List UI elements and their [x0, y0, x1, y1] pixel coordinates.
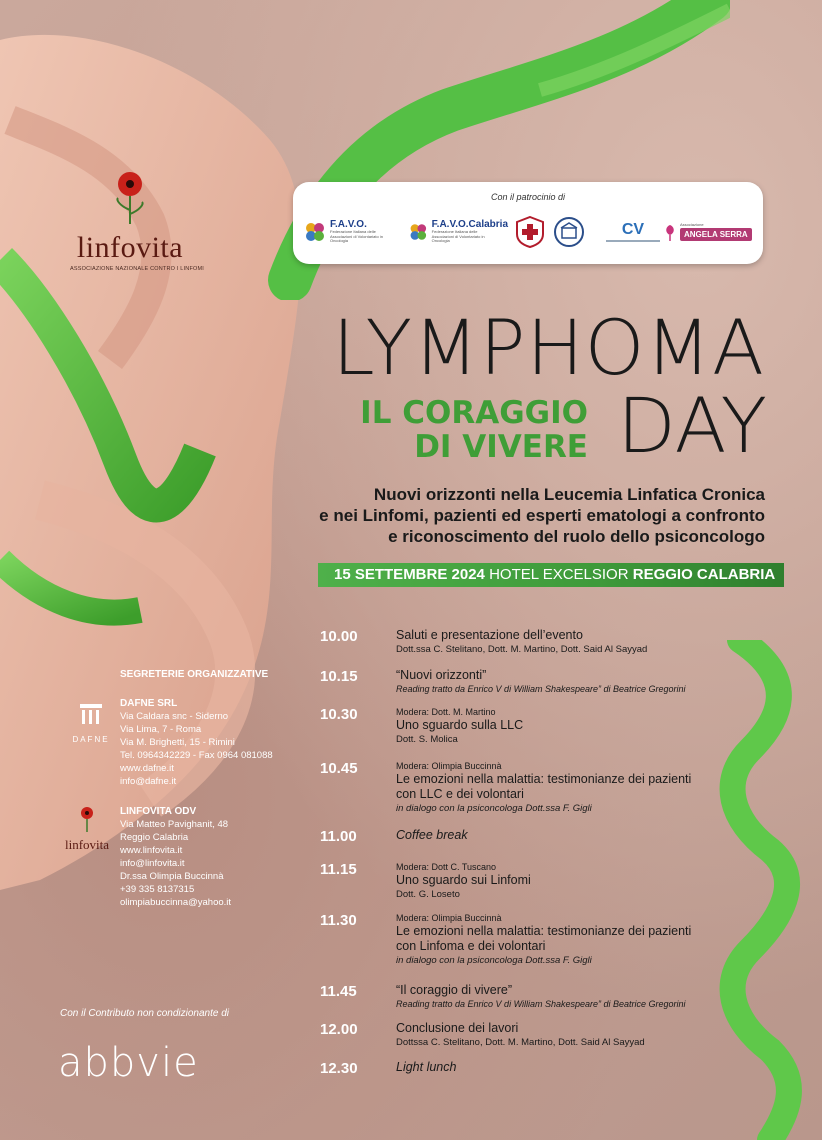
- tagline-line1: IL CORAGGIO: [360, 395, 588, 431]
- schedule-time: 10.30: [320, 706, 358, 723]
- schedule-title: Le emozioni nella malattia: testimonianze dei pazienti: [396, 924, 692, 938]
- dafne-logo: [68, 700, 114, 744]
- patronage-logos: [303, 212, 753, 252]
- schedule-time: 10.15: [320, 668, 358, 685]
- schedule-speakers: Dott. G. Loseto: [396, 889, 460, 900]
- linfovita-email-2[interactable]: olimpiabuccinna@yahoo.it: [120, 897, 232, 908]
- title-tagline: [330, 396, 588, 464]
- linfovita-small-logo: [57, 806, 117, 853]
- logo-name: linfovita: [76, 231, 184, 264]
- linfovita-line: Via Matteo Pavighanit, 48: [120, 819, 229, 830]
- linfovita-website[interactable]: www.linfovita.it: [120, 845, 183, 856]
- schedule-time: 10.45: [320, 760, 358, 777]
- schedule-reading: Reading tratto da Enrico V di William Shakespeare” di Beatrice Gregorini: [396, 999, 686, 1009]
- schedule-time: 10.00: [320, 628, 358, 645]
- schedule-speakers: Dottssa C. Stelitano, Dott. M. Martino, Dott. Said Al Sayyad: [396, 1037, 645, 1048]
- secretariat-title: SEGRETERIE ORGANIZZATIVE: [120, 669, 269, 680]
- sponsor-logo: abbvie: [58, 1040, 199, 1086]
- schedule-title: Uno sguardo sulla LLC: [396, 718, 524, 732]
- logo-tagline: ASSOCIAZIONE NAZIONALE CONTRO I LINFOMI: [70, 266, 205, 272]
- patronage-title: Con il patrocinio di: [490, 192, 566, 202]
- dafne-building-icon: [76, 700, 106, 728]
- favo-calabria-name: F.A.V.O.Calabria: [431, 219, 508, 231]
- linfovita-head: LINFOVITA ODV: [120, 806, 197, 817]
- patronage-box: [293, 182, 763, 264]
- poppy-flower-icon: [110, 170, 150, 226]
- linfovita-phone: +39 335 8137315: [120, 884, 195, 895]
- schedule-speakers: in dialogo con la psiconcologa Dott.ssa F. Gigli: [396, 803, 592, 814]
- angela-serra-name: ANGELA SERRA: [680, 228, 752, 241]
- subtitle-line3: e riconoscimento del ruolo dello psiconcologo: [388, 527, 765, 546]
- schedule-title: Le emozioni nella malattia: testimonianze dei pazienti: [396, 772, 692, 786]
- title-day: DAY: [617, 381, 767, 470]
- schedule-moderator: Modera: Olimpia Buccinnà: [396, 913, 502, 923]
- schedule-moderator: Modera: Dott. M. Martino: [396, 707, 496, 717]
- linfovita-logo: [70, 170, 205, 272]
- sponsor-caption: Con il Contributo non condizionante di: [60, 1008, 229, 1019]
- tagline-line2: DI VIVERE: [414, 429, 588, 465]
- schedule-speakers: Dott. S. Molica: [396, 734, 458, 745]
- event-date: 15 SETTEMBRE 2024: [334, 566, 485, 583]
- schedule-title: Conclusione dei lavori: [396, 1021, 519, 1035]
- linfovita-line: Reggio Calabria: [120, 832, 189, 843]
- angela-serra-flower-icon: [663, 223, 677, 241]
- dafne-line: Tel. 0964342229 - Fax 0964 081088: [120, 750, 273, 761]
- subtitle: [300, 484, 765, 547]
- red-cross-emblem-icon: [515, 216, 545, 248]
- schedule-reading: Reading tratto da Enrico V di William Shakespeare” di Beatrice Gregorini: [396, 684, 686, 694]
- dafne-head: DAFNE SRL: [120, 698, 178, 709]
- angela-serra-caption: Associazione: [680, 222, 704, 228]
- favo-name: F.A.V.O.: [330, 219, 367, 231]
- schedule-speakers: Dott.ssa C. Stelitano, Dott. M. Martino, Dott. Said Al Sayyad: [396, 644, 648, 655]
- schedule-time: 11.00: [320, 828, 357, 845]
- schedule-title: Light lunch: [396, 1060, 457, 1074]
- dafne-website[interactable]: www.dafne.it: [120, 763, 174, 774]
- favo-calabria-logo: [408, 212, 508, 252]
- schedule-time: 11.30: [320, 912, 357, 929]
- schedule-title: “Nuovi orizzonti”: [396, 668, 487, 682]
- dafne-info: [120, 697, 273, 788]
- institution-seal-icon: [553, 216, 585, 248]
- schedule-title: Saluti e presentazione dell’evento: [396, 628, 583, 642]
- angela-serra-logo: [663, 212, 758, 252]
- favo-flower-icon: [303, 220, 327, 244]
- schedule-moderator: Modera: Olimpia Buccinnà: [396, 761, 502, 771]
- dafne-label: DAFNE: [72, 735, 110, 744]
- event-venue: HOTEL EXCELSIOR: [489, 566, 629, 583]
- schedule-time: 12.00: [320, 1021, 358, 1038]
- favo-calabria-flower-icon: [408, 220, 429, 244]
- schedule-title: “Il coraggio di vivere”: [396, 983, 513, 997]
- cv-name: CV: [621, 221, 645, 238]
- linfovita-small-name: linfovita: [64, 837, 110, 852]
- poppy-flower-icon: [77, 806, 97, 832]
- schedule-speakers: in dialogo con la psiconcologa Dott.ssa F. Gigli: [396, 955, 592, 966]
- linfovita-info: [120, 805, 231, 909]
- date-bar: [318, 563, 784, 587]
- title-lymphoma: LYMPHOMA: [332, 303, 765, 392]
- dafne-line: Via Caldara snc - Siderno: [120, 711, 229, 722]
- dafne-line: Via Lima, 7 - Roma: [120, 724, 202, 735]
- dafne-email[interactable]: info@dafne.it: [120, 776, 177, 787]
- dafne-line: Via M. Brighetti, 15 - Rimini: [120, 737, 235, 748]
- favo-caption: Federazione Italiana delle Associazioni di Volontariato in Oncologia: [330, 229, 383, 244]
- schedule-title: Coffee break: [396, 828, 468, 842]
- schedule-time: 12.30: [320, 1060, 358, 1077]
- linfovita-line: Dr.ssa Olimpia Buccinnà: [120, 871, 224, 882]
- cv-logo: [603, 212, 663, 252]
- schedule-title-cont: con Linfoma e dei volontari: [396, 939, 546, 953]
- cv-underline: [606, 240, 660, 242]
- schedule-moderator: Modera: Dott C. Tuscano: [396, 862, 497, 872]
- schedule-title-cont: con LLC e dei volontari: [396, 787, 524, 801]
- favo-calabria-caption: Federazione Italiana delle Associazioni di Volontariato in Oncologia: [431, 229, 485, 244]
- schedule-time: 11.45: [320, 983, 357, 1000]
- event-city: REGGIO CALABRIA: [632, 566, 776, 583]
- subtitle-line1: Nuovi orizzonti nella Leucemia Linfatica Cronica: [373, 485, 765, 504]
- favo-logo: [303, 212, 403, 252]
- schedule-title: Uno sguardo sui Linfomi: [396, 873, 531, 887]
- schedule-time: 11.15: [320, 861, 357, 878]
- linfovita-email[interactable]: info@linfovita.it: [120, 858, 185, 869]
- subtitle-line2: e nei Linfomi, pazienti ed esperti ematologi a confronto: [319, 506, 765, 525]
